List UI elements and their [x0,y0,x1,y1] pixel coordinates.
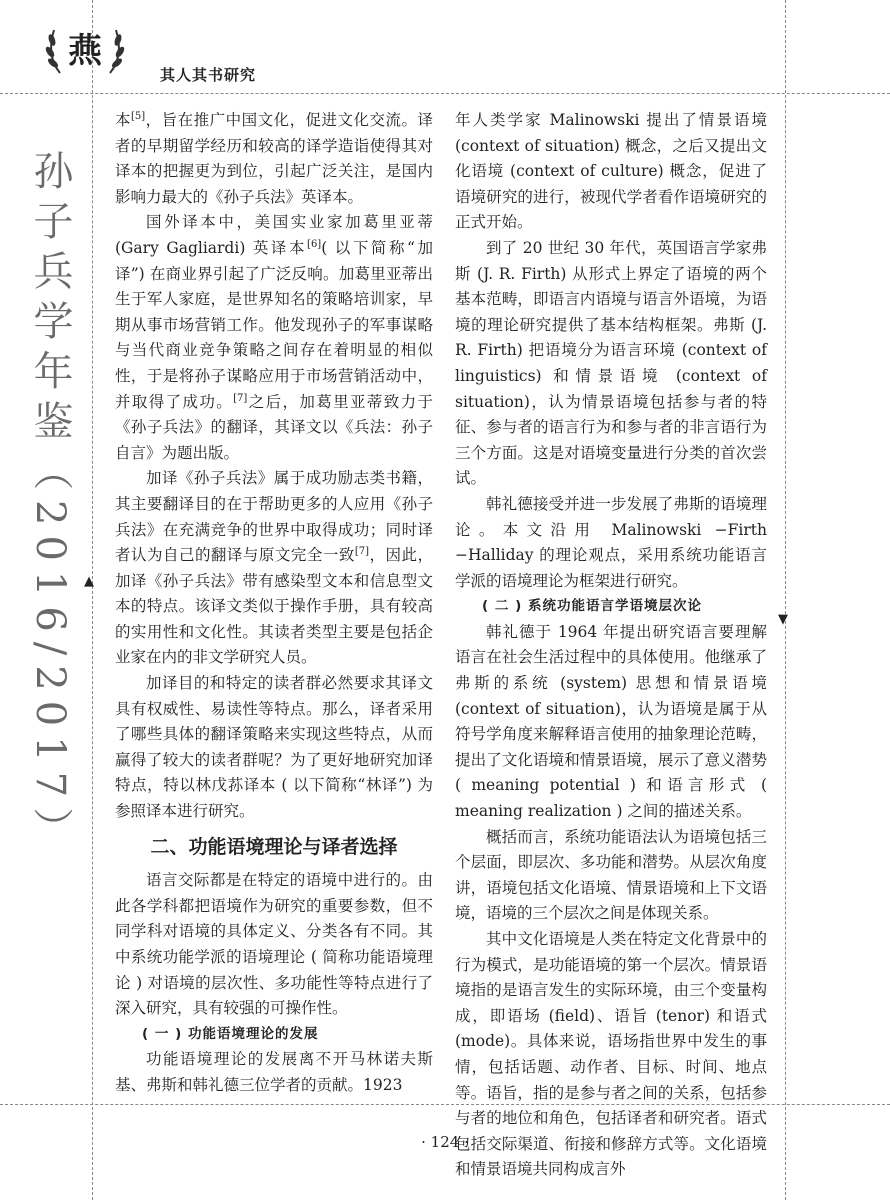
paragraph: 加译目的和特定的读者群必然要求其译文具有权威性、易读性等特点。那么，译者采用了哪些具体的翻译策略来实现这些特点，从而赢得了较大的读者群呢？为了更好地研究加译特点，特以林戊荪译本 ( 以下简称“林译”) 为参照译本进行研究。 [115,674,433,821]
text: 加译《孙子兵法》属于成功励志类书籍，其主要翻译目的在于帮助更多的人应用《孙子兵法》在充满竞争的世界中取得成功；同时译者认为自己的翻译与原文完全一致 [115,469,433,565]
text: ( 以下简称“加译”) 在商业界引起了广泛反响。加葛里亚蒂出生于军人家庭，是世界知名的策略培训家，早期从事市场营销工作。他发现孙子的军事谋略与当代商业竞争策略之间存在着明显的相似性，于是将孙子谋略应用于市场营销活动中，并取得了成功。 [115,238,433,411]
text: ，旨在推广中国文化，促进文化交流。译者的早期留学经历和较高的译学造诣使得其对译本的把握更为到位，引起广泛关注，是国内影响力最大的《孙子兵法》英译本。 [115,111,433,206]
right-column [455,108,767,1183]
text: 国外译本中，美国实业家加葛里亚蒂 (Gary Gagliardi) 英译本 [115,213,433,257]
page-number: · 124 · [421,1133,469,1151]
paragraph: 到了 20 世纪 30 年代，英国语言学家弗斯 (J. R. Firth) 从形式上界定了语境的两个基本范畴，即语言内语境与语言外语境，为语境的理论研究提供了基本结构框架。弗斯 (J. R. Firth) 把语境分为语言环境 (context of linguistics) 和情景语境 (context of situation)，认为情景语境包括参与者的特征、参与者的语言行为和参与者的非言语行为三个方面。这是对语境变量进行分类的首次尝试。 [455,238,767,488]
text: 之后，加葛里亚蒂致力于《孙子兵法》的翻译，其译文以《兵法：孙子自言》为题出版。 [115,392,433,462]
paragraph [115,466,433,671]
yearbook-side-title: 孙子兵学年鉴（2016/2017） [27,150,73,858]
paragraph: 语言交际都是在特定的语境中进行的。由此各学科都把语境作为研究的重要参数，但不同学科对语境的具体定义、分类各有不同。其中系统功能学派的语境理论 ( 简称功能语境理论 ) 对语境的层次性、多功能性等特点进行了深入研究，具有较强的可操作性。 [115,871,433,1018]
section-heading: 二、功能语境理论与译者选择 [150,835,398,858]
subsection-heading: ( 二 ) 系统功能语言学语境层次论 [482,598,702,615]
section-label: 其人其书研究 [160,66,257,84]
text: ，因此，加译《孙子兵法》带有感染型文本和信息型文本的特点。该译文类似于操作手册，具有较高的实用性和文化性。其读者类型主要是包括企业家在内的非文学研究人员。 [115,546,433,667]
citation-ref: [6] [307,238,322,250]
paragraph: 功能语境理论的发展离不开马林诺夫斯基、弗斯和韩礼德三位学者的贡献。1923 [115,1050,433,1094]
laurel-logo-icon [40,18,130,80]
left-margin-line [92,0,93,1200]
subsection-heading: ( 一 ) 功能语境理论的发展 [142,1025,319,1042]
arrow-up-icon: ▲ [84,574,94,589]
left-column [115,108,433,1099]
paragraph [115,210,433,466]
citation-ref: [7] [354,545,370,557]
paragraph: 韩礼德接受并进一步发展了弗斯的语境理论。本文沿用 Malinowski −Firth −Halliday 的理论观点，采用系统功能语言学派的语境理论为框架进行研究。 [455,494,767,590]
svg-text:燕: 燕 [68,31,102,71]
header-divider [0,93,890,94]
paragraph: 其中文化语境是人类在特定文化背景中的行为模式，是功能语境的第一个层次。情景语境指的是语言发生的实际环境，由三个变量构成，即语场 (field)、语旨 (tenor) 和语式 (mode)。具体来说，语场指世界中发生的事情，包括话题、动作者、目标、时间、地点等。语旨，指的是参与者之间的关系，包括参与者的地位和角色，包括译者和研究者。语式包括交际渠道、衔接和修辞方式等。文化语境和情景语境共同构成言外 [455,930,767,1179]
citation-ref: [7] [233,392,248,404]
right-margin-line [785,0,786,1200]
paragraph [115,108,433,210]
text: 本 [115,111,131,129]
citation-ref: [5] [131,110,146,122]
paragraph: 年人类学家 Malinowski 提出了情景语境 (context of situation) 概念，之后又提出文化语境 (context of culture) 概念，促进了语境研究的进行，被现代学者看作语境研究的正式开始。 [455,111,767,232]
paragraph: 概括而言，系统功能语法认为语境包括三个层面，即层次、多功能和潜势。从层次角度讲，语境包括文化语境、情景语境和上下文语境，语境的三个层次之间是体现关系。 [455,827,767,923]
arrow-down-icon: ▼ [778,612,788,627]
paragraph: 韩礼德于 1964 年提出研究语言要理解语言在社会生活过程中的具体使用。他继承了弗斯的系统 (system) 思想和情景语境 (context of situation)，认为语境是属于从符号学角度来解释语言使用的抽象理论范畴，提出了文化语境和情景语境，展示了意义潜势 ( meaning potential ) 和语言形式 ( meaning realization ) 之间的描述关系。 [455,622,767,821]
